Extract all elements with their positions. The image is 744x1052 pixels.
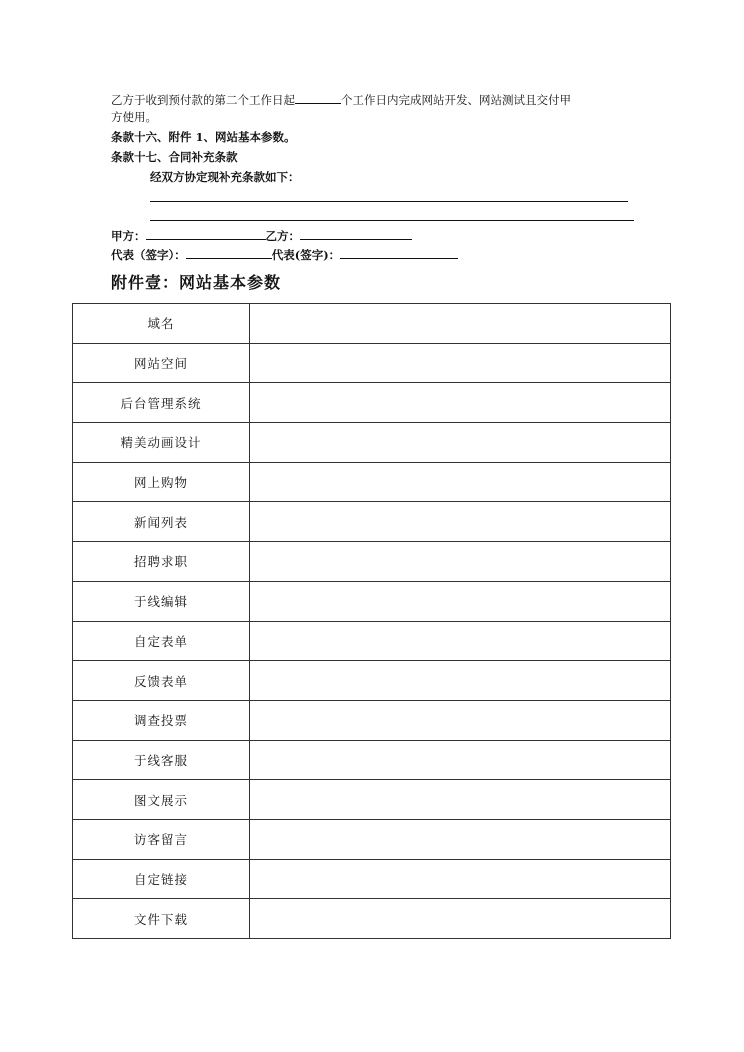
param-label: 图文展示 <box>73 780 250 820</box>
rep-b-blank[interactable] <box>340 246 458 259</box>
param-value-cell[interactable] <box>250 542 671 582</box>
table-row <box>73 621 671 661</box>
param-label: 域名 <box>73 304 250 344</box>
clause-16: 条款十六、附件 1、网站基本参数。 <box>111 130 296 144</box>
param-label: 访客留言 <box>73 819 250 859</box>
param-value-cell[interactable] <box>250 661 671 701</box>
party-a-blank[interactable] <box>146 227 266 240</box>
param-label: 新闻列表 <box>73 502 250 542</box>
rep-b-label: 代表(签字)： <box>271 248 341 262</box>
param-label: 招聘求职 <box>73 542 250 582</box>
param-value-cell[interactable] <box>250 859 671 899</box>
table-row <box>73 304 671 344</box>
party-b-label: 乙方： <box>265 229 300 243</box>
param-value-cell[interactable] <box>250 383 671 423</box>
param-label: 自定表单 <box>73 621 250 661</box>
param-label: 调查投票 <box>73 700 250 740</box>
table-row <box>73 740 671 780</box>
param-value-cell[interactable] <box>250 581 671 621</box>
param-label: 后台管理系统 <box>73 383 250 423</box>
supplement-line-2[interactable] <box>150 220 634 221</box>
days-blank[interactable] <box>295 91 341 104</box>
signature-row-representatives <box>111 246 458 263</box>
table-row <box>73 661 671 701</box>
clause-text-before-blank: 乙方于收到预付款的第二个工作日起 <box>111 93 295 107</box>
table-row <box>73 343 671 383</box>
table-row <box>73 423 671 463</box>
table-row <box>73 462 671 502</box>
table-row <box>73 780 671 820</box>
clause-text-line1 <box>111 91 571 108</box>
table-row <box>73 700 671 740</box>
params-table <box>72 303 671 939</box>
table-row <box>73 859 671 899</box>
param-value-cell[interactable] <box>250 343 671 383</box>
clause-text-after-blank: 个工作日内完成网站开发、网站测试且交付甲 <box>341 93 571 107</box>
param-label: 于线编辑 <box>73 581 250 621</box>
param-label: 精美动画设计 <box>73 423 250 463</box>
param-label: 自定链接 <box>73 859 250 899</box>
table-row <box>73 502 671 542</box>
table-row <box>73 899 671 939</box>
clause-text-line2: 方使用。 <box>111 110 157 124</box>
signature-row-parties <box>111 227 412 244</box>
table-row <box>73 819 671 859</box>
appendix-title: 附件壹：网站基本参数 <box>111 273 282 292</box>
table-row <box>73 383 671 423</box>
party-a-label: 甲方： <box>111 229 146 243</box>
table-row <box>73 581 671 621</box>
param-label: 网站空间 <box>73 343 250 383</box>
param-label: 文件下载 <box>73 899 250 939</box>
param-value-cell[interactable] <box>250 423 671 463</box>
party-b-blank[interactable] <box>300 227 412 240</box>
param-label: 网上购物 <box>73 462 250 502</box>
supplement-intro: 经双方协定现补充条款如下： <box>150 170 300 184</box>
param-value-cell[interactable] <box>250 819 671 859</box>
param-label: 反馈表单 <box>73 661 250 701</box>
rep-a-label: 代表（签字）： <box>111 248 186 262</box>
param-value-cell[interactable] <box>250 899 671 939</box>
param-value-cell[interactable] <box>250 700 671 740</box>
param-value-cell[interactable] <box>250 502 671 542</box>
param-value-cell[interactable] <box>250 780 671 820</box>
clause-17: 条款十七、合同补充条款 <box>111 150 238 164</box>
param-value-cell[interactable] <box>250 621 671 661</box>
param-value-cell[interactable] <box>250 304 671 344</box>
param-value-cell[interactable] <box>250 462 671 502</box>
table-row <box>73 542 671 582</box>
param-label: 于线客服 <box>73 740 250 780</box>
param-value-cell[interactable] <box>250 740 671 780</box>
supplement-line-1[interactable] <box>150 201 628 202</box>
rep-a-blank[interactable] <box>186 246 272 259</box>
